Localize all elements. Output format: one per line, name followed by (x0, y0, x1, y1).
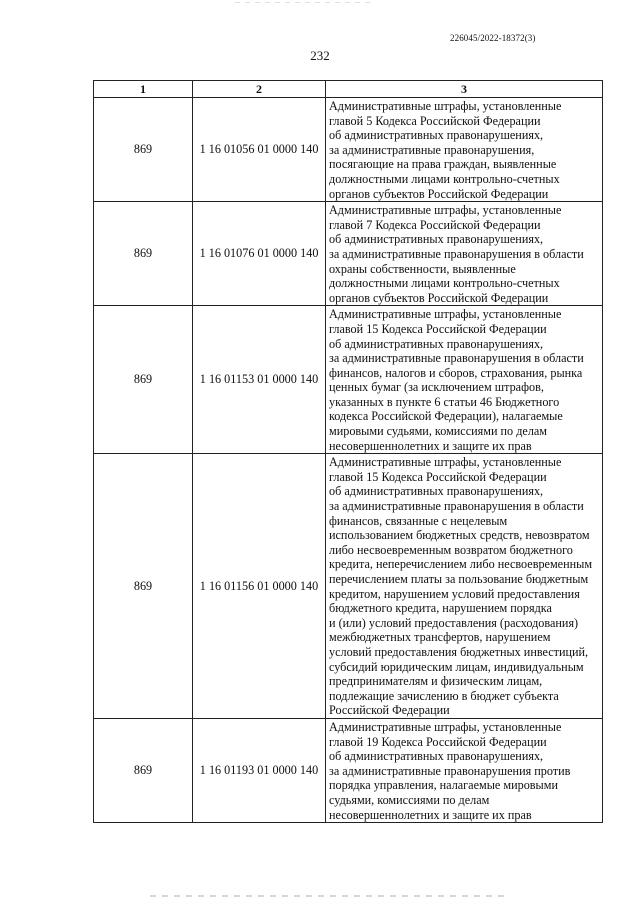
description-line: охраны собственности, выявленные (329, 261, 516, 276)
revenue-description-cell (326, 202, 603, 306)
description-line: главой 15 Кодекса Российской Федерации (329, 321, 547, 336)
budget-codes-table (93, 80, 603, 823)
description-line: органов субъектов Российской Федерации (329, 186, 549, 201)
column-header-2: 2 (193, 81, 326, 98)
description-line: об административных правонарушениях, (329, 749, 544, 764)
description-line: кредитом, нарушением условий предоставления (329, 586, 580, 601)
description-line: об административных правонарушениях, (329, 128, 544, 143)
description-line: несовершеннолетних и защите их прав (329, 438, 532, 453)
description-line: Российской Федерации (329, 703, 450, 718)
description-line: за административные правонарушения против (329, 763, 571, 778)
description-line: использованием бюджетных средств, невозвратом (329, 528, 590, 543)
description-line: за административные правонарушения в области (329, 351, 584, 366)
table-row (94, 306, 603, 454)
description-line: бюджетного кредита, нарушением порядка (329, 601, 552, 616)
table-body (94, 98, 603, 823)
administrator-code-cell: 869 (94, 202, 193, 306)
description-line: условий предоставления бюджетных инвестиций, (329, 644, 589, 659)
table-row (94, 718, 603, 822)
description-line: подлежащие зачислению в бюджет субъекта (329, 688, 559, 703)
description-line: кредита, неперечислением либо несвоевременным (329, 557, 593, 572)
description-line: несовершеннолетних и защите их прав (329, 807, 532, 822)
description-line: за административные правонарушения в области (329, 246, 584, 261)
description-line: межбюджетных трансфертов, нарушением (329, 630, 551, 645)
document-registration-number: 226045/2022-18372(3) (450, 33, 536, 43)
description-line: порядка управления, налагаемые мировыми (329, 778, 558, 793)
revenue-description-cell (326, 98, 603, 202)
description-line: главой 19 Кодекса Российской Федерации (329, 734, 547, 749)
description-line: главой 5 Кодекса Российской Федерации (329, 113, 541, 128)
description-line: Административные штрафы, установленные (329, 307, 562, 322)
description-line: указанных в пункте 6 статьи 46 Бюджетного (329, 394, 560, 409)
budget-classification-code-cell: 1 16 01193 01 0000 140 (193, 718, 326, 822)
description-line: Административные штрафы, установленные (329, 719, 562, 734)
description-line: финансов, связанные с нецелевым (329, 513, 508, 528)
revenue-description-cell (326, 718, 603, 822)
description-line: главой 15 Кодекса Российской Федерации (329, 469, 547, 484)
budget-classification-code-cell: 1 16 01056 01 0000 140 (193, 98, 326, 202)
revenue-description-cell (326, 306, 603, 454)
description-line: субсидий юридическим лицам, индивидуальным (329, 659, 584, 674)
description-line: посягающие на права граждан, выявленные (329, 157, 557, 172)
description-line: Административные штрафы, установленные (329, 455, 562, 470)
scan-artifact-bottom (150, 895, 510, 897)
description-line: судьями, комиссиями по делам (329, 792, 490, 807)
revenue-description-cell (326, 454, 603, 719)
description-line: об административных правонарушениях, (329, 484, 544, 499)
administrator-code-cell: 869 (94, 454, 193, 719)
budget-classification-code-cell: 1 16 01076 01 0000 140 (193, 202, 326, 306)
description-line: должностными лицами контрольно-счетных (329, 171, 560, 186)
description-line: ценных бумаг (за исключением штрафов, (329, 380, 544, 395)
description-line: органов субъектов Российской Федерации (329, 290, 549, 305)
administrator-code-cell: 869 (94, 718, 193, 822)
description-line: мировыми судьями, комиссиями по делам (329, 424, 548, 439)
description-line: перечислением платы за пользование бюджетным (329, 572, 589, 586)
scan-artifact-top (235, 2, 375, 3)
column-header-1: 1 (94, 81, 193, 98)
description-line: об административных правонарушениях, (329, 336, 544, 351)
description-line: Административные штрафы, установленные (329, 203, 562, 218)
table-header-row (94, 81, 603, 98)
description-line: финансов, налогов и сборов, страхования, рынка (329, 365, 583, 380)
budget-classification-code-cell: 1 16 01153 01 0000 140 (193, 306, 326, 454)
table-row (94, 454, 603, 719)
description-line: за административные правонарушения, (329, 142, 535, 157)
description-line: об административных правонарушениях, (329, 232, 544, 247)
table-row (94, 202, 603, 306)
column-header-3: 3 (326, 81, 603, 98)
description-line: предпринимателям и физическим лицам, (329, 674, 543, 689)
description-line: за административные правонарушения в области (329, 499, 584, 514)
description-line: главой 7 Кодекса Российской Федерации (329, 217, 541, 232)
description-line: Административные штрафы, установленные (329, 99, 562, 113)
table-row (94, 98, 603, 202)
description-line: и (или) условий предоставления (расходования) (329, 615, 579, 630)
administrator-code-cell: 869 (94, 98, 193, 202)
administrator-code-cell: 869 (94, 306, 193, 454)
page-number: 232 (310, 48, 330, 63)
description-line: кодекса Российской Федерации), налагаемые (329, 409, 563, 424)
description-line: либо несвоевременным возвратом бюджетного (329, 542, 573, 557)
description-line: должностными лицами контрольно-счетных (329, 276, 560, 291)
budget-classification-code-cell: 1 16 01156 01 0000 140 (193, 454, 326, 719)
